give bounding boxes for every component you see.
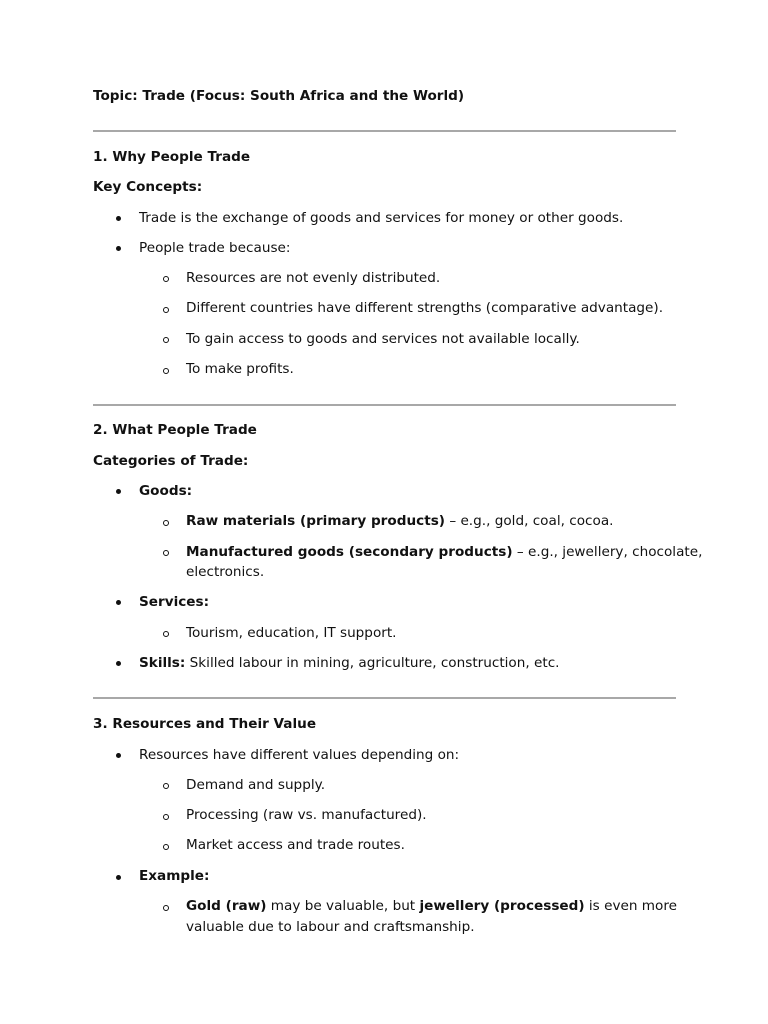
sub-list-item: Demand and supply. <box>186 777 326 793</box>
gold-raw-term: Gold (raw) <box>186 898 267 914</box>
document-title: Topic: Trade (Focus: South Africa and the World) <box>93 88 465 104</box>
section-3-heading: 3. Resources and Their Value <box>93 716 317 732</box>
sub-list-item <box>186 511 613 531</box>
sub-list-item: Different countries have different strengths (comparative advantage). <box>186 300 664 316</box>
bullet-circle-icon <box>163 814 169 820</box>
skills-term: Skills: <box>139 655 186 671</box>
section-1-subheading: Key Concepts: <box>93 179 203 195</box>
sub-list-item <box>186 896 677 916</box>
bullet-circle-icon <box>163 631 169 637</box>
sub-list-item-continuation: valuable due to labour and craftsmanship. <box>186 919 475 935</box>
bullet-dot-icon <box>116 875 121 880</box>
raw-materials-term: Raw materials (primary products) <box>186 513 445 529</box>
services-label: Services: <box>139 594 210 610</box>
bullet-dot-icon <box>116 661 121 666</box>
bullet-dot-icon <box>116 216 121 221</box>
bullet-circle-icon <box>163 783 169 789</box>
section-2-subheading: Categories of Trade: <box>93 453 249 469</box>
list-item <box>139 653 560 673</box>
bullet-circle-icon <box>163 276 169 282</box>
example-text: is even more <box>584 898 677 914</box>
bullet-dot-icon <box>116 600 121 605</box>
sub-list-item: Market access and trade routes. <box>186 837 405 853</box>
section-2-heading: 2. What People Trade <box>93 422 257 438</box>
sub-list-item: Processing (raw vs. manufactured). <box>186 807 427 823</box>
divider <box>93 697 676 699</box>
example-text: may be valuable, but <box>266 898 420 914</box>
bullet-circle-icon <box>163 550 169 556</box>
sub-list-item: Tourism, education, IT support. <box>186 625 397 641</box>
list-item: Trade is the exchange of goods and services for money or other goods. <box>139 210 624 226</box>
raw-materials-examples: – e.g., gold, coal, cocoa. <box>445 513 614 529</box>
bullet-circle-icon <box>163 520 169 526</box>
skills-description: Skilled labour in mining, agriculture, construction, etc. <box>185 655 560 671</box>
bullet-circle-icon <box>163 368 169 374</box>
sub-list-item: To make profits. <box>186 361 294 377</box>
bullet-dot-icon <box>116 753 121 758</box>
goods-label: Goods: <box>139 483 193 499</box>
manufactured-goods-term: Manufactured goods (secondary products) <box>186 544 513 560</box>
bullet-dot-icon <box>116 246 121 251</box>
divider <box>93 130 676 132</box>
bullet-circle-icon <box>163 307 169 313</box>
jewellery-processed-term: jewellery (processed) <box>419 898 585 914</box>
manufactured-goods-examples: – e.g., jewellery, chocolate, <box>512 544 703 560</box>
bullet-circle-icon <box>163 337 169 343</box>
bullet-circle-icon <box>163 844 169 850</box>
sub-list-item: To gain access to goods and services not available locally. <box>186 331 580 347</box>
example-label: Example: <box>139 868 210 884</box>
sub-list-item: Resources are not evenly distributed. <box>186 270 441 286</box>
bullet-circle-icon <box>163 905 169 911</box>
list-item: People trade because: <box>139 240 291 256</box>
divider <box>93 404 676 406</box>
bullet-dot-icon <box>116 489 121 494</box>
sub-list-item <box>186 542 702 562</box>
section-1-heading: 1. Why People Trade <box>93 149 251 165</box>
sub-list-item-continuation: electronics. <box>186 564 265 580</box>
list-item: Resources have different values depending on: <box>139 747 460 763</box>
